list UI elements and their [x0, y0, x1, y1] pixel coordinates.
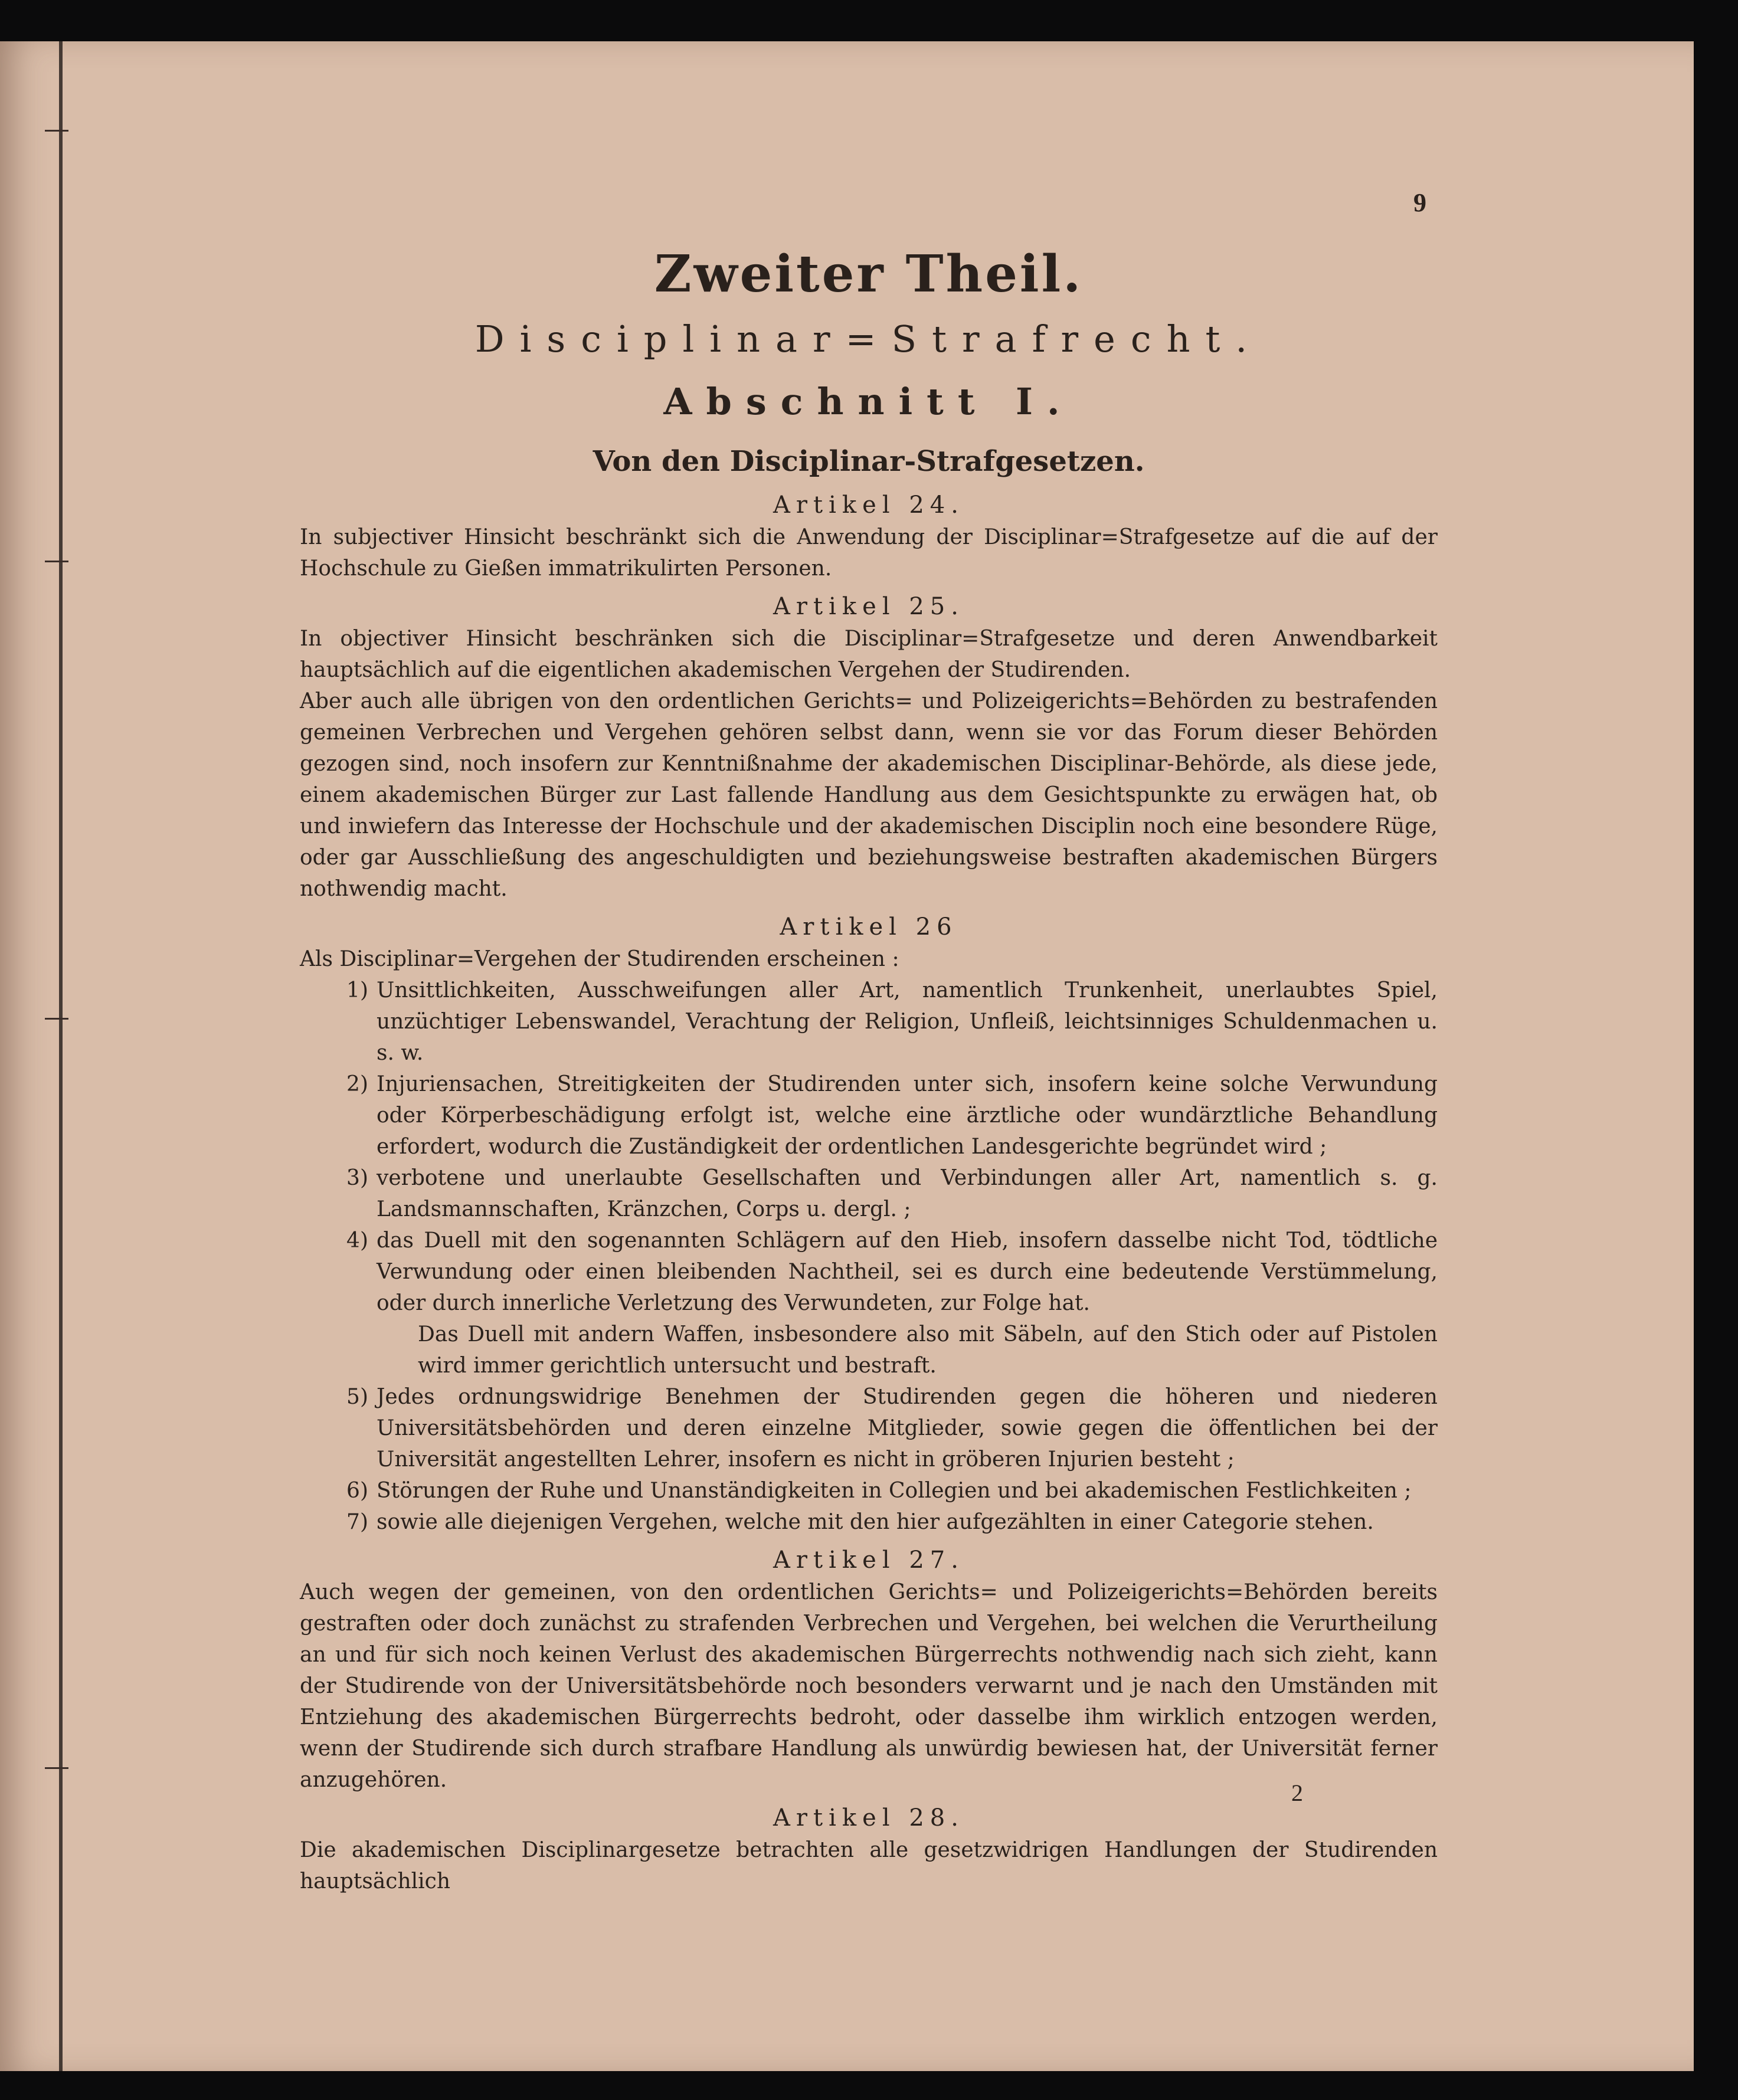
- binding-mark: [45, 561, 68, 562]
- list-item-text: Jedes ordnungswidrige Benehmen der Studirenden gegen die höheren und niederen Universitätsbehörden und deren einzelne Mitglieder, sowie gegen die öffentlichen bei der Universität angestellten Lehrer, insofern es nicht in gröberen Injurien besteht ;: [377, 1385, 1438, 1472]
- article-paragraph: Aber auch alle übrigen von den ordentlichen Gerichts= und Polizeigerichts=Behörden zu bestrafenden gemeinen Verbrechen und Vergehen gehören selbst dann, wenn sie vor das Forum dieser Behörden gezogen sind, noch insofern zur Kenntnißnahme der akademischen Disciplinar-Behörde, als diese jede, einem akademischen Bürger zur Last fallende Handlung aus dem Gesichtspunkte zu erwägen hat, ob und inwiefern das Interesse der Hochschule und der akademischen Disciplin noch eine besondere Rüge, oder gar Ausschließung des angeschuldigten und beziehungsweise bestraften akademischen Bürgers nothwendig macht.: [300, 689, 1438, 901]
- binding-mark: [45, 1018, 68, 1020]
- page-content: [300, 177, 1438, 1897]
- list-item: [300, 1506, 1438, 1538]
- list-item-text: sowie alle diejenigen Vergehen, welche mit den hier aufgezählten in einer Categorie stehen.: [377, 1510, 1374, 1534]
- list-item-number: 5): [346, 1385, 368, 1409]
- list-item-number: 6): [346, 1479, 368, 1503]
- list-item: [300, 1475, 1438, 1506]
- article-paragraph: Auch wegen der gemeinen, von den ordentlichen Gerichts= und Polizeigerichts=Behörden bereits gestraften oder doch zunächst zu strafenden Verbrechen und Vergehen, bei welchen die Verurtheilung an und für sich noch keinen Verlust des akademischen Bürgerrechts nothwendig nach sich zieht, kann der Studirende von der Universitätsbehörde noch besonders verwarnt und je nach den Umständen mit Entziehung des akademischen Bürgerrechts bedroht, oder dasselbe ihm wirklich entzogen werden, wenn der Studirende sich durch strafbare Handlung als unwürdig bewiesen hat, der Universität ferner anzugehören.: [300, 1580, 1438, 1792]
- list-item: [300, 1225, 1438, 1319]
- list-item-number: 4): [346, 1228, 368, 1253]
- binding-mark: [45, 130, 68, 132]
- section-heading: Abschnitt I.: [663, 380, 1074, 423]
- list-item: [300, 1381, 1438, 1475]
- list-item-number: 3): [346, 1166, 368, 1190]
- list-item-text: Störungen der Ruhe und Unanständigkeiten in Collegien und bei akademischen Festlichkeiten ;: [377, 1479, 1412, 1503]
- article-intro: Als Disciplinar=Vergehen der Studirenden erscheinen :: [300, 947, 899, 971]
- part-subtitle: Disciplinar=Strafrecht.: [474, 317, 1263, 361]
- article-paragraph: Die akademischen Disciplinargesetze betrachten alle gesetzwidrigen Handlungen der Studirenden hauptsächlich: [300, 1838, 1438, 1893]
- list-item-subparagraph: Das Duell mit andern Waffen, insbesondere also mit Säbeln, auf den Stich oder auf Pistolen wird immer gerichtlich untersucht und bestraft.: [418, 1322, 1438, 1378]
- list-item: [300, 1162, 1438, 1225]
- offense-list: [300, 975, 1438, 1538]
- page-number: 9: [1413, 188, 1426, 217]
- list-item-number: 1): [346, 978, 368, 1003]
- article-heading: Artikel 24.: [773, 492, 964, 519]
- list-item-text: Unsittlichkeiten, Ausschweifungen aller Art, namentlich Trunkenheit, unerlaubtes Spiel, unzüchtiger Lebenswandel, Verachtung der Religion, Unfleiß, leichtsinniges Schuldenmachen u. s. w.: [377, 978, 1438, 1065]
- article-heading: Artikel 25.: [773, 593, 964, 620]
- list-item-text: verbotene und unerlaubte Gesellschaften und Verbindungen aller Art, namentlich s. g. Landsmannschaften, Kränzchen, Corps u. dergl. ;: [377, 1166, 1438, 1221]
- article-heading: Artikel 28.: [773, 1804, 964, 1832]
- section-title: Von den Disciplinar-Strafgesetzen.: [593, 445, 1145, 478]
- signature-mark: 2: [1291, 1780, 1303, 1806]
- list-item-number: 7): [346, 1510, 368, 1534]
- part-title: Zweiter Theil.: [654, 244, 1084, 304]
- list-item: [300, 975, 1438, 1069]
- list-item-number: 2): [346, 1072, 368, 1096]
- page-fold: [59, 41, 63, 2071]
- article-paragraph: In subjectiver Hinsicht beschränkt sich die Anwendung der Disciplinar=Strafgesetze auf die auf der Hochschule zu Gießen immatrikulirten Personen.: [300, 525, 1438, 581]
- article-paragraph: In objectiver Hinsicht beschränken sich die Disciplinar=Strafgesetze und deren Anwendbarkeit hauptsächlich auf die eigentlichen akademischen Vergehen der Studirenden.: [300, 627, 1438, 682]
- article-heading: Artikel 27.: [773, 1547, 964, 1574]
- list-item: [300, 1069, 1438, 1162]
- list-item-text: Injuriensachen, Streitigkeiten der Studirenden unter sich, insofern keine solche Verwundung oder Körperbeschädigung erfolgt ist, welche eine ärztliche oder wundärztliche Behandlung erfordert, wodurch die Zuständigkeit der ordentlichen Landesgerichte begründet wird ;: [377, 1072, 1438, 1159]
- binding-mark: [45, 1767, 68, 1769]
- article-heading: Artikel 26: [780, 913, 958, 941]
- list-item-text: das Duell mit den sogenannten Schlägern auf den Hieb, insofern dasselbe nicht Tod, tödtliche Verwundung oder einen bleibenden Nachtheil, sei es durch eine bedeutende Verstümmelung, oder durch innerliche Verletzung des Verwundeten, zur Folge hat.: [377, 1228, 1438, 1315]
